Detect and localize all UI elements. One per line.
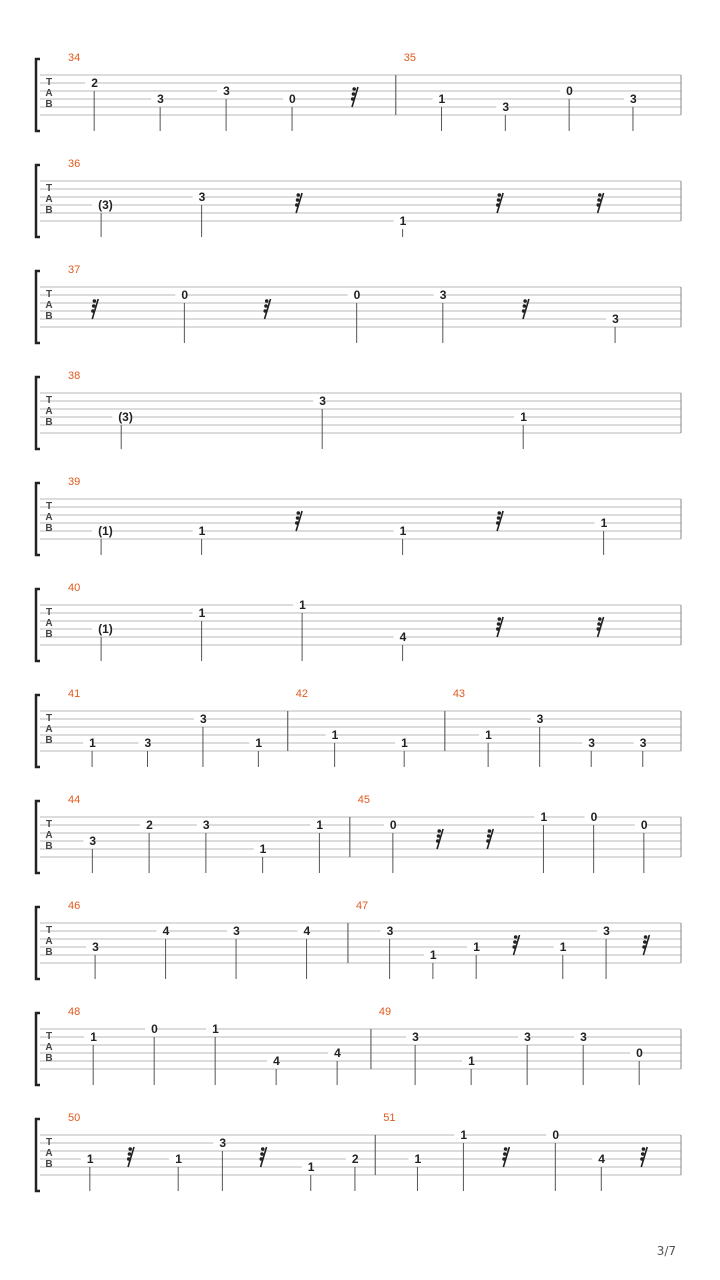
fret-number: 1 [600, 516, 608, 530]
tab-clef-letter: A [45, 936, 53, 947]
fret-number: 1 [316, 818, 324, 832]
fret-number: 4 [162, 924, 170, 938]
system-bracket [36, 801, 40, 873]
fret-number: 0 [389, 818, 397, 832]
fret-number: 1 [485, 728, 492, 742]
measure-number: 37 [68, 264, 81, 276]
system-bracket [36, 1013, 40, 1085]
tab-clef-letter: B [45, 99, 53, 110]
sixteenth-rest-icon [512, 935, 519, 955]
sixteenth-rest-icon [436, 829, 443, 849]
fret-number: (1) [98, 524, 113, 538]
tab-clef-letter: T [45, 395, 53, 406]
tab-clef-letter: T [45, 713, 53, 724]
tab-clef-letter: B [45, 205, 53, 216]
fret-number: 1 [259, 842, 267, 856]
sixteenth-rest-icon [351, 87, 358, 107]
fret-number: 1 [520, 410, 527, 424]
fret-number: 1 [438, 92, 446, 106]
fret-number: 1 [540, 810, 548, 824]
system-bracket [36, 907, 40, 979]
system-bracket [36, 377, 40, 449]
tab-clef-letter: A [45, 1042, 53, 1053]
fret-number: 1 [299, 598, 306, 612]
measure-number: 49 [378, 1006, 392, 1018]
fret-number: 3 [319, 394, 326, 408]
page-number: 3/7 [656, 1244, 676, 1258]
fret-number: 3 [157, 92, 164, 106]
fret-number: 3 [219, 1136, 227, 1150]
fret-number: 2 [351, 1152, 359, 1166]
system-bracket [36, 483, 40, 555]
measure-number: 47 [355, 900, 369, 912]
fret-number: 0 [181, 288, 189, 302]
sixteenth-rest-icon [295, 193, 302, 213]
fret-number: 1 [198, 606, 206, 620]
tab-clef-letter: B [45, 947, 53, 958]
system-bracket [36, 165, 40, 237]
tab-clef-letter: B [45, 1053, 53, 1064]
tab-clef-letter: B [45, 841, 53, 852]
measure-number: 42 [295, 688, 308, 700]
fret-number: 3 [536, 712, 544, 726]
sixteenth-rest-icon [597, 617, 604, 637]
fret-number: 0 [289, 92, 296, 106]
fret-number: 1 [175, 1152, 182, 1166]
fret-number: 3 [439, 288, 447, 302]
fret-number: 3 [89, 834, 97, 848]
fret-number: 0 [151, 1022, 158, 1036]
fret-number: 0 [640, 818, 648, 832]
sixteenth-rest-icon [502, 1147, 509, 1167]
fret-number: (1) [98, 622, 113, 636]
fret-number: 3 [502, 100, 510, 114]
measure-number: 41 [68, 688, 81, 700]
fret-number: 3 [580, 1030, 587, 1044]
measure-number: 38 [68, 370, 81, 382]
measure-number: 45 [357, 794, 371, 806]
sixteenth-rest-icon [496, 193, 503, 213]
tab-clef-letter: T [45, 77, 53, 88]
fret-number: 4 [334, 1046, 341, 1060]
fret-number: 1 [559, 940, 567, 954]
sixteenth-rest-icon [642, 935, 649, 955]
fret-number: 3 [92, 940, 99, 954]
tab-clef-letter: T [45, 501, 53, 512]
fret-number: 0 [590, 810, 598, 824]
sixteenth-rest-icon [496, 617, 503, 637]
fret-number: 3 [386, 924, 394, 938]
fret-number: 1 [255, 736, 263, 750]
measure-number: 36 [68, 158, 81, 170]
tab-clef-letter: A [45, 194, 53, 205]
fret-number: 4 [598, 1152, 605, 1166]
system-bracket [36, 695, 40, 767]
fret-number: 0 [552, 1128, 560, 1142]
tab-clef-letter: T [45, 819, 53, 830]
system-bracket [36, 589, 40, 661]
measure-number: 51 [383, 1112, 396, 1124]
fret-number: 0 [353, 288, 361, 302]
sixteenth-rest-icon [486, 829, 493, 849]
fret-number: 0 [566, 84, 573, 98]
sixteenth-rest-icon [496, 511, 503, 531]
fret-number: 3 [639, 736, 647, 750]
sixteenth-rest-icon [263, 299, 270, 319]
fret-number: 2 [146, 818, 153, 832]
fret-number: 1 [90, 1030, 97, 1044]
fret-number: (3) [118, 410, 133, 424]
sixteenth-rest-icon [91, 299, 98, 319]
measure-number: 50 [68, 1112, 81, 1124]
system-bracket [36, 1119, 40, 1191]
fret-number: 3 [412, 1030, 419, 1044]
sixteenth-rest-icon [597, 193, 604, 213]
fret-number: 1 [399, 214, 407, 228]
fret-number: 3 [223, 84, 230, 98]
fret-number: 4 [399, 630, 407, 644]
tab-clef-letter: B [45, 1159, 53, 1170]
tab-clef-letter: A [45, 300, 53, 311]
fret-number: 1 [86, 1152, 94, 1166]
fret-number: 3 [612, 312, 619, 326]
fret-number: 3 [198, 190, 206, 204]
measure-number: 39 [68, 476, 81, 488]
tab-clef-letter: A [45, 1148, 53, 1159]
measure-number: 44 [68, 794, 81, 806]
fret-number: 1 [468, 1054, 475, 1068]
fret-number: 2 [91, 76, 98, 90]
fret-number: 1 [212, 1022, 219, 1036]
fret-number: 4 [273, 1054, 280, 1068]
fret-number: 3 [588, 736, 595, 750]
tab-clef-letter: A [45, 406, 53, 417]
tab-clef-letter: B [45, 523, 53, 534]
sixteenth-rest-icon [640, 1147, 647, 1167]
sixteenth-rest-icon [522, 299, 529, 319]
fret-number: 1 [429, 948, 437, 962]
fret-number: 3 [144, 736, 152, 750]
system-bracket [36, 59, 40, 131]
fret-number: 1 [198, 524, 206, 538]
fret-number: 1 [307, 1160, 315, 1174]
fret-number: (3) [98, 198, 113, 212]
tab-clef-letter: A [45, 618, 53, 629]
measure-number: 34 [68, 52, 81, 64]
system-bracket [36, 271, 40, 343]
measure-number: 43 [452, 688, 466, 700]
fret-number: 1 [414, 1152, 422, 1166]
fret-number: 1 [89, 736, 96, 750]
tab-clef-letter: B [45, 417, 53, 428]
fret-number: 1 [331, 728, 339, 742]
tab-clef-letter: T [45, 607, 53, 618]
tab-clef-letter: T [45, 925, 53, 936]
fret-number: 4 [303, 924, 311, 938]
sixteenth-rest-icon [259, 1147, 266, 1167]
tab-clef-letter: T [45, 1137, 53, 1148]
measure-number: 40 [68, 582, 81, 594]
sixteenth-rest-icon [295, 511, 302, 531]
fret-number: 1 [460, 1128, 468, 1142]
fret-number: 1 [399, 524, 407, 538]
tab-clef-letter: A [45, 512, 53, 523]
fret-number: 0 [636, 1046, 643, 1060]
tab-clef-letter: B [45, 735, 53, 746]
fret-number: 1 [473, 940, 480, 954]
fret-number: 3 [629, 92, 637, 106]
fret-number: 3 [524, 1030, 531, 1044]
fret-number: 3 [603, 924, 610, 938]
fret-number: 1 [401, 736, 408, 750]
tab-clef-letter: T [45, 183, 53, 194]
tab-clef-letter: A [45, 830, 53, 841]
fret-number: 3 [202, 818, 210, 832]
fret-number: 3 [199, 712, 207, 726]
tab-clef-letter: B [45, 629, 53, 640]
measure-number: 48 [68, 1006, 81, 1018]
measure-number: 46 [68, 900, 81, 912]
sixteenth-rest-icon [127, 1147, 134, 1167]
tab-clef-letter: B [45, 311, 53, 322]
measure-number: 35 [403, 52, 417, 64]
tab-clef-letter: A [45, 724, 53, 735]
tab-clef-letter: A [45, 88, 53, 99]
fret-number: 3 [233, 924, 240, 938]
tab-clef-letter: T [45, 289, 53, 300]
tab-clef-letter: T [45, 1031, 53, 1042]
